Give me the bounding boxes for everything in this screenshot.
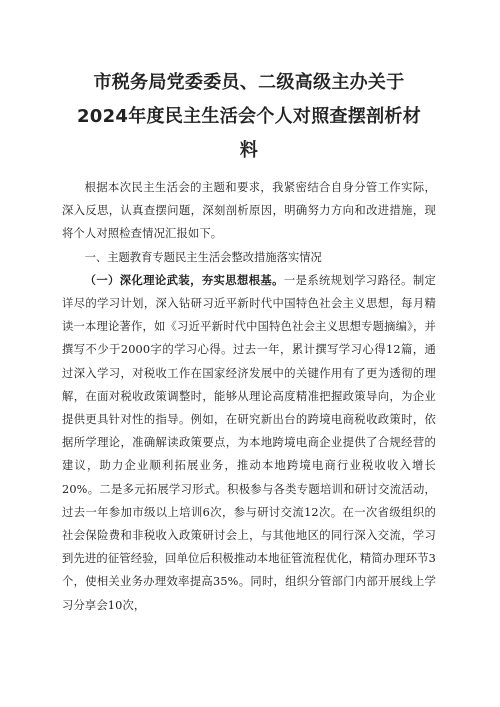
subsection-heading: （一）深化理论武装，夯实思想根基。 (84, 272, 284, 287)
body-paragraph (62, 269, 436, 617)
document-title (62, 66, 436, 168)
title-line: 料 (239, 140, 259, 161)
section-heading: 一、主题教育专题民主生活会整改措施落实情况 (84, 250, 322, 264)
intro-paragraph: 根据本次民主生活会的主题和要求，我紧密结合自身分管工作实际，深入反思，认真查摆问题，深刻剖析原因，明确努力方向和改进措施，现将个人对照检查情况汇报如下。 (62, 181, 436, 241)
title-line: 市税务局党委委员、二级高级主办关于 (93, 72, 405, 93)
title-line: 2024年度民主生活会个人对照查摆剖析材 (76, 106, 422, 127)
subsection-body: 一是系统规划学习路径。制定详尽的学习计划，深入钻研习近平新时代中国特色社会主义思想，每月精读一本理论著作，如《习近平新时代中国特色社会主义思想专题摘编》，并撰写不少于2000字的学习心得。过去一年，累计撰写学习心得12篇，通过深入学习，对税收工作在国家经济发展中的关键作用有了更为透彻的理解，在面对税收政策调整时，能够从理论高度精准把握政策导向，为企业提供更具针对性的指导。例如，在研究新出台的跨境电商税收政策时，依据所学理论，准确解读政策要点，为本地跨境电商企业提供了合规经营的建议，助力企业顺利拓展业务，推动本地跨境电商行业税收收入增长20%。二是多元拓展学习形式。积极参与各类专题培训和研讨交流活动，过去一年参加市级以上培训6次，参与研讨交流12次。在一次省级组织的社会保险费和非税收入政策研讨会上，与其他地区的同行深入交流，学习到先进的征管经验，回单位后积极推动本地征管流程优化，精简办理环节3个，使相关业务办理效率提高35%。同时，组织分管部门内部开展线上学习分享会10次， (62, 273, 436, 612)
